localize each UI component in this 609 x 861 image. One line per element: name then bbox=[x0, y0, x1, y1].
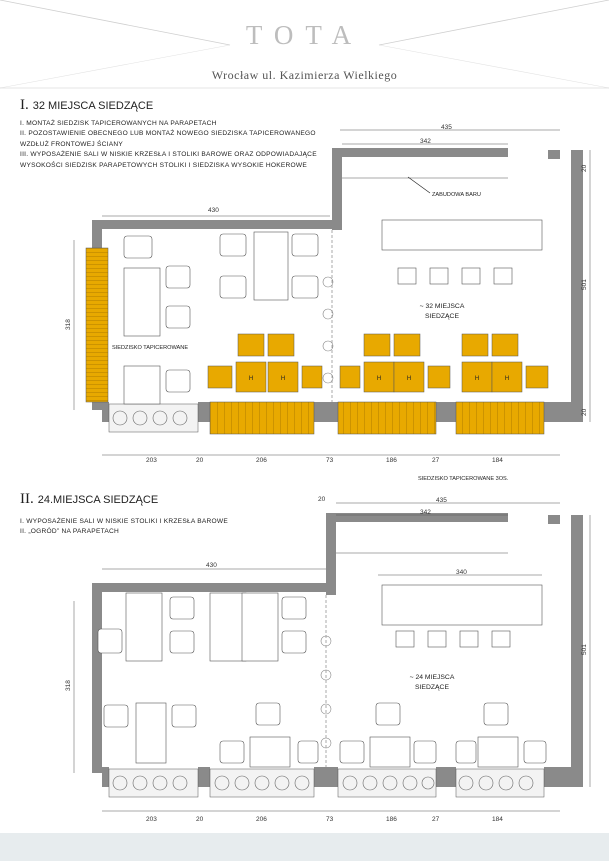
floor-plan-1 bbox=[0, 120, 609, 490]
svg-text:SIEDZĄCE: SIEDZĄCE bbox=[415, 684, 449, 691]
svg-text:342: 342 bbox=[420, 138, 431, 145]
svg-text:430: 430 bbox=[208, 207, 219, 214]
svg-text:206: 206 bbox=[256, 457, 267, 464]
window-bench bbox=[338, 402, 436, 434]
section-1-note: III. WYPOSAŻENIE SALI W NISKIE KRZESŁA I STOLIKI BAROWE ORAZ ODPOWIADAJĄCE WYSOKOŚCI SIEDZISK PARAPETOWYCH STOLIKI I SIEDZISKA WYSOKIE HOKEROWE bbox=[20, 151, 317, 169]
stools bbox=[398, 268, 512, 284]
svg-text:H: H bbox=[280, 376, 286, 382]
floor-plan-2 bbox=[0, 495, 609, 830]
svg-text:20: 20 bbox=[318, 496, 326, 503]
svg-text:206: 206 bbox=[256, 816, 267, 823]
window-bench bbox=[456, 402, 544, 434]
svg-text:318: 318 bbox=[65, 680, 72, 691]
bar-counter bbox=[382, 220, 542, 250]
plant-sill bbox=[109, 404, 198, 432]
svg-text:~ 32 MIEJSCA: ~ 32 MIEJSCA bbox=[419, 303, 465, 310]
seat-count bbox=[410, 674, 455, 691]
svg-text:20: 20 bbox=[196, 457, 204, 464]
bench-label: SIEDZISKO TAPICEROWANE bbox=[112, 345, 189, 351]
window-bench bbox=[210, 402, 314, 434]
bar-label: ZABUDOWA BARU bbox=[432, 192, 481, 198]
svg-text:73: 73 bbox=[326, 816, 334, 823]
floor-plan-2-drawing bbox=[0, 495, 609, 830]
window-bench-label: SIEDZISKO TAPICEROWANE 3OS. bbox=[418, 476, 509, 482]
svg-text:20: 20 bbox=[581, 164, 588, 172]
svg-text:342: 342 bbox=[420, 509, 431, 516]
section-2-note: I. WYPOSAŻENIE SALI W NISKIE STOLIKI I KRZESŁA BAROWE bbox=[20, 518, 229, 525]
svg-text:20: 20 bbox=[196, 816, 204, 823]
svg-text:H: H bbox=[248, 376, 254, 382]
svg-text:SIEDZĄCE: SIEDZĄCE bbox=[425, 313, 459, 320]
section-1-heading: 32 MIEJSCA SIEDZĄCE bbox=[32, 100, 154, 112]
section-1-title bbox=[20, 97, 153, 114]
svg-text:H: H bbox=[376, 376, 382, 382]
section-2-heading: 24.MIEJSCA SIEDZĄCE bbox=[37, 494, 159, 506]
floor-plan-1-drawing bbox=[0, 120, 609, 490]
svg-text:186: 186 bbox=[386, 457, 397, 464]
brand-logo: TOTA bbox=[245, 20, 364, 50]
svg-text:27: 27 bbox=[432, 457, 440, 464]
section-2-note: II. „OGRÓD” NA PARAPETACH bbox=[20, 528, 120, 536]
wall-bench bbox=[86, 248, 108, 402]
svg-text:318: 318 bbox=[65, 319, 72, 330]
section-1-note: II. POZOSTAWIENIE OBECNEGO LUB MONTAŻ NOWEGO SIEDZISKA TAPICEROWANEGO WZDŁUŻ FRONTOWEJ ŚCIANY bbox=[20, 130, 316, 148]
bar-counter bbox=[382, 585, 542, 625]
svg-text:501: 501 bbox=[581, 644, 588, 655]
columns bbox=[323, 277, 333, 383]
stools bbox=[396, 631, 510, 647]
svg-text:184: 184 bbox=[492, 816, 503, 823]
svg-text:H: H bbox=[406, 376, 412, 382]
seat-count bbox=[420, 303, 465, 320]
svg-text:340: 340 bbox=[456, 569, 467, 576]
svg-text:501: 501 bbox=[581, 279, 588, 290]
svg-text:203: 203 bbox=[146, 457, 157, 464]
address: Wrocław ul. Kazimierza Wielkiego bbox=[211, 68, 398, 82]
svg-text:435: 435 bbox=[441, 124, 452, 131]
svg-text:H: H bbox=[504, 376, 510, 382]
svg-text:203: 203 bbox=[146, 816, 157, 823]
svg-text:20: 20 bbox=[581, 408, 588, 416]
svg-text:435: 435 bbox=[436, 497, 447, 504]
footer-band bbox=[0, 833, 609, 861]
svg-text:184: 184 bbox=[492, 457, 503, 464]
section-1-number: I. bbox=[20, 97, 29, 113]
svg-text:27: 27 bbox=[432, 816, 440, 823]
svg-text:H: H bbox=[474, 376, 480, 382]
svg-text:430: 430 bbox=[206, 562, 217, 569]
section-2-number: II. bbox=[20, 491, 34, 507]
svg-text:73: 73 bbox=[326, 457, 334, 464]
svg-text:186: 186 bbox=[386, 816, 397, 823]
high-table-group bbox=[208, 334, 548, 392]
svg-text:~ 24 MIEJSCA: ~ 24 MIEJSCA bbox=[409, 674, 455, 681]
section-1-note: I. MONTAŻ SIEDZISK TAPICEROWANYCH NA PARAPETACH bbox=[20, 120, 217, 127]
